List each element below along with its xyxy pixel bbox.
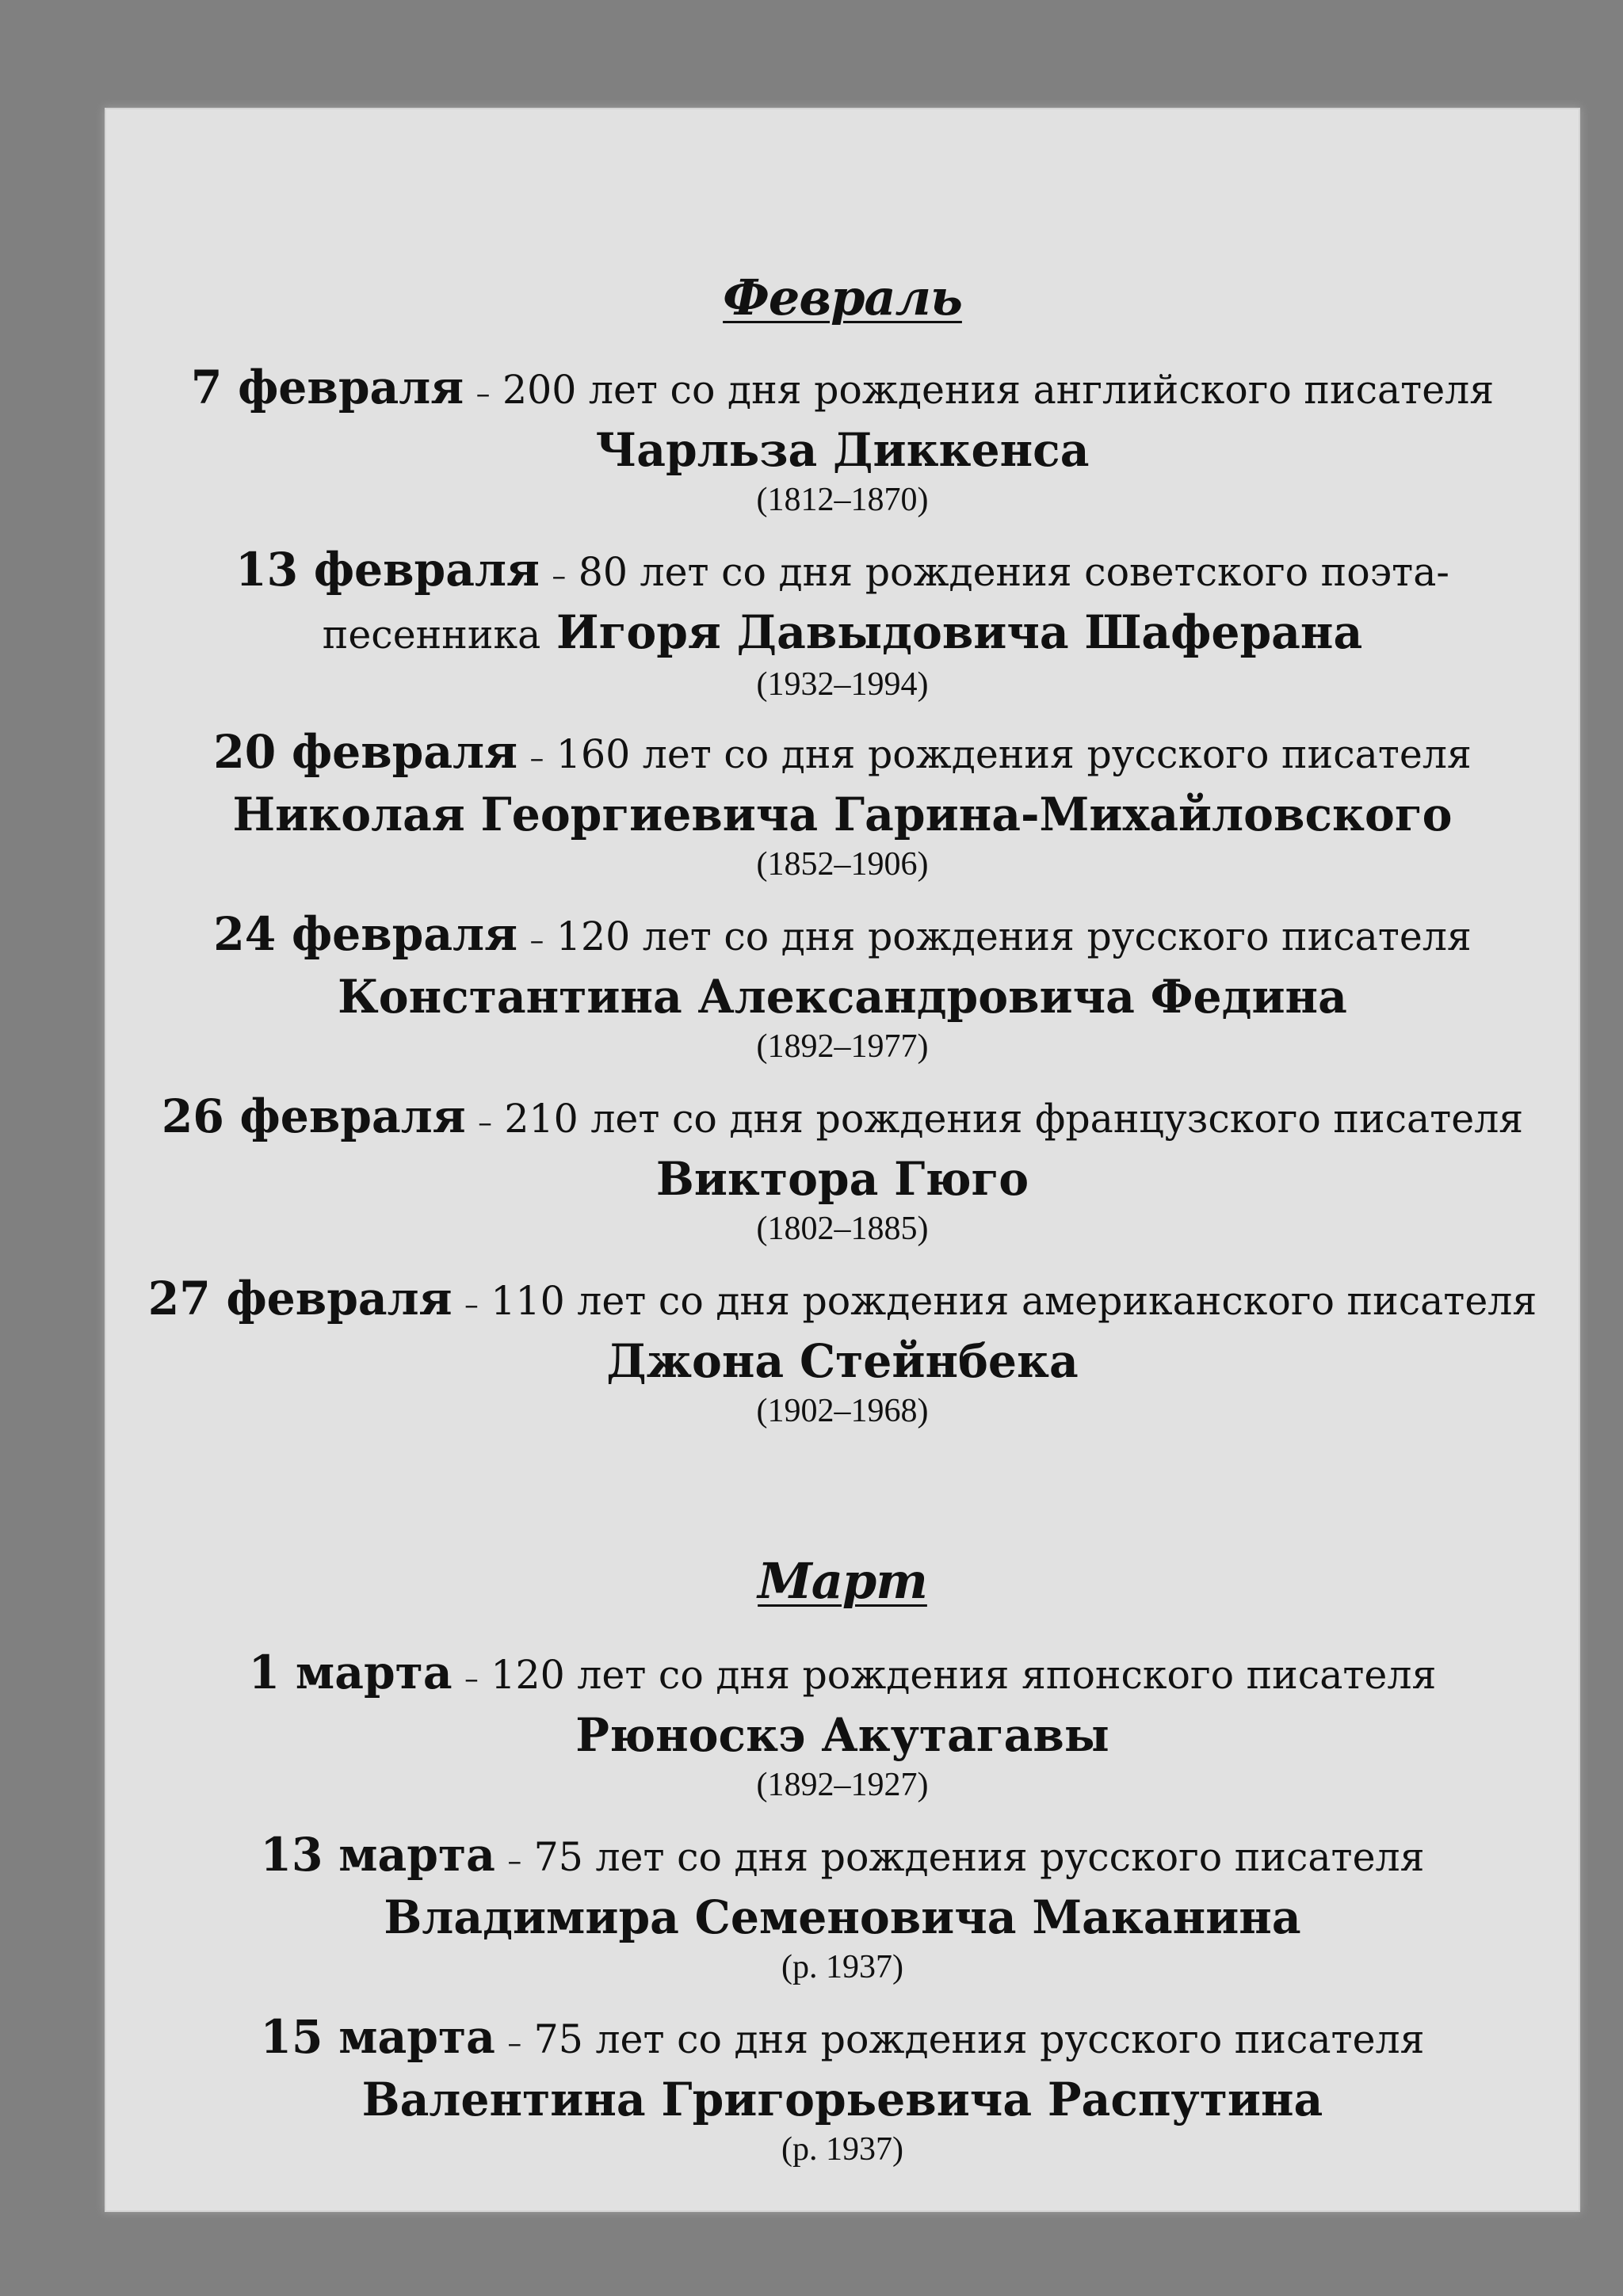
entry-line	[122, 906, 1563, 969]
entry-dash: –	[464, 1289, 479, 1322]
entry-line	[122, 724, 1563, 787]
entry-description: 120 лет со дня рождения русского писателя	[556, 913, 1472, 959]
entry-date: 20 февраля	[213, 725, 518, 779]
anniversary-entry	[106, 2009, 1579, 2170]
entry-person-name: Игоря Давыдовича Шаферана	[556, 605, 1363, 659]
entry-description: 160 лет со дня рождения русского писателя	[556, 731, 1472, 777]
entry-name-prefix: песенника	[322, 612, 541, 658]
entry-person-name: Владимира Семеновича Маканина	[384, 1890, 1301, 1944]
anniversary-entry	[106, 1089, 1579, 1249]
entry-dash: –	[552, 560, 567, 593]
entry-dash: –	[475, 378, 491, 410]
entry-date: 1 марта	[248, 1646, 453, 1699]
entry-person-name: Валентина Григорьевича Распутина	[361, 2073, 1323, 2126]
anniversary-entry	[106, 542, 1579, 705]
entry-years: (1852–1906)	[756, 846, 929, 883]
entry-description: 75 лет со дня рождения русского писателя	[533, 1834, 1425, 1880]
entry-line	[122, 542, 1563, 605]
entry-line	[122, 2009, 1563, 2072]
entry-description: 120 лет со дня рождения японского писателя	[491, 1652, 1437, 1698]
anniversary-entry	[106, 1271, 1579, 1432]
entry-years: (1802–1885)	[756, 1211, 929, 1247]
entry-description: 75 лет со дня рождения русского писателя	[533, 2016, 1425, 2062]
entry-line	[122, 360, 1563, 422]
entry-years: (1902–1968)	[756, 1393, 929, 1429]
entry-date: 15 марта	[260, 2010, 495, 2064]
entry-years: (р. 1937)	[781, 2131, 903, 2168]
month-heading-february: Февраль	[723, 269, 962, 326]
entry-description: 200 лет со дня рождения английского писателя	[502, 367, 1495, 413]
entry-date: 13 февраля	[235, 543, 540, 597]
entry-line	[122, 1089, 1563, 1151]
entry-dash: –	[529, 742, 544, 775]
anniversary-entry	[106, 906, 1579, 1067]
entry-person-name: Виктора Гюго	[655, 1152, 1029, 1206]
entry-description: 210 лет со дня рождения французского писателя	[504, 1096, 1524, 1142]
anniversary-entry	[106, 724, 1579, 885]
entry-line	[122, 1645, 1563, 1707]
entry-name-line	[122, 605, 1563, 662]
entry-line	[122, 1271, 1563, 1333]
entry-person-name: Чарльза Диккенса	[595, 423, 1090, 477]
entry-person-name: Николая Георгиевича Гарина-Михайловского	[232, 788, 1453, 841]
entry-dash: –	[478, 1107, 492, 1139]
entry-date: 26 февраля	[161, 1089, 466, 1143]
entry-dash: –	[507, 1845, 522, 1878]
entry-person-name: Константина Александровича Федина	[338, 970, 1347, 1024]
document-page	[106, 109, 1579, 2210]
entry-date: 27 февраля	[147, 1272, 453, 1325]
entry-line	[122, 1827, 1563, 1890]
entry-person-name: Джона Стейнбека	[606, 1334, 1079, 1388]
anniversary-entry	[106, 1645, 1579, 1806]
entry-date: 7 февраля	[190, 360, 464, 414]
entry-years: (1892–1927)	[756, 1767, 929, 1803]
entry-years: (р. 1937)	[781, 1949, 903, 1985]
entry-date: 24 февраля	[213, 907, 518, 961]
entry-date: 13 марта	[260, 1828, 495, 1882]
entry-years: (1812–1870)	[756, 482, 929, 518]
entry-dash: –	[507, 2027, 522, 2060]
entry-person-name: Рюноскэ Акутагавы	[575, 1708, 1109, 1762]
entry-description: 110 лет со дня рождения американского писателя	[491, 1278, 1537, 1324]
entry-dash: –	[529, 925, 544, 957]
anniversary-entry	[106, 1827, 1579, 1988]
entry-years: (1892–1977)	[756, 1028, 929, 1065]
entry-dash: –	[464, 1663, 479, 1695]
month-heading-march: Март	[758, 1552, 927, 1610]
anniversary-entry	[106, 360, 1579, 521]
entry-years: (1932–1994)	[756, 666, 929, 703]
entry-description: 80 лет со дня рождения советского поэта-	[578, 549, 1449, 595]
